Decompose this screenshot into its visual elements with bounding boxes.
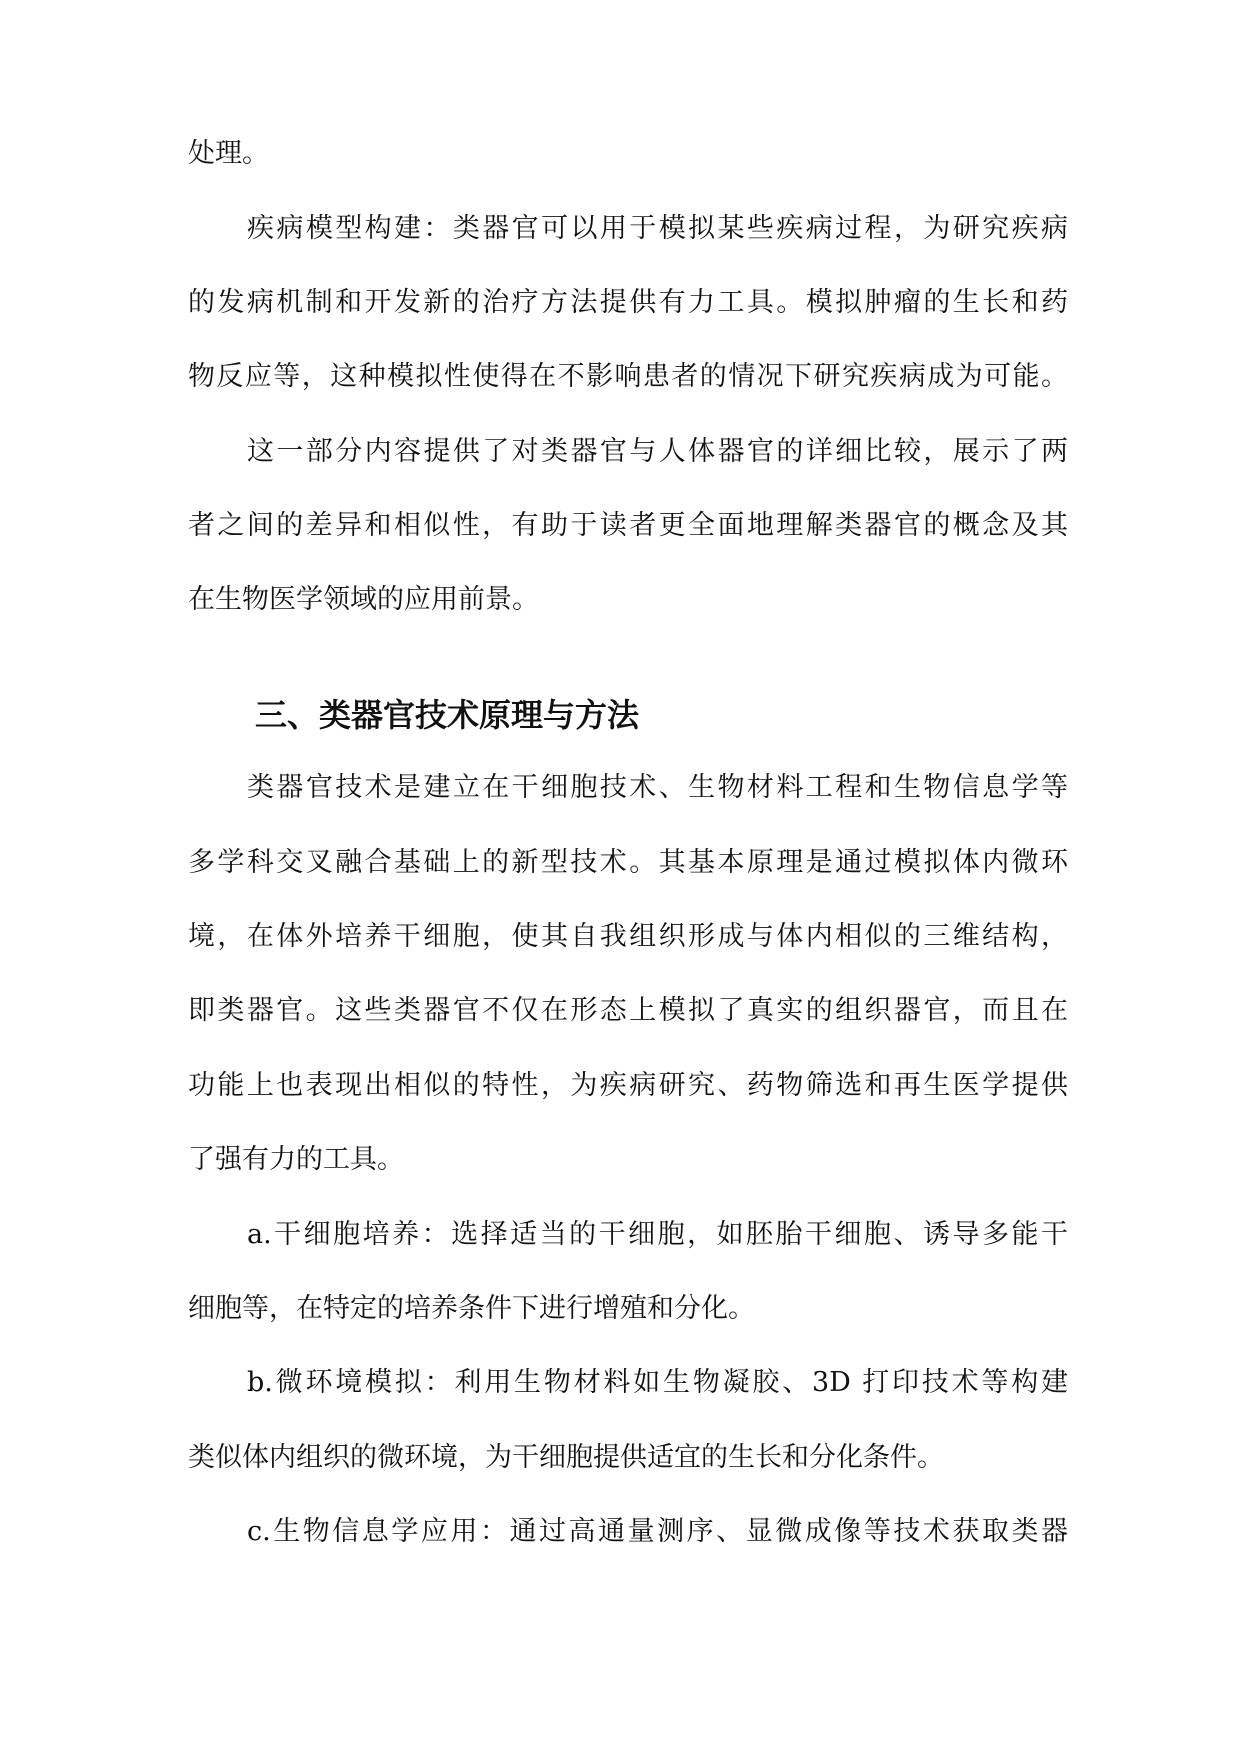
list-item-line: 类似体内组织的微环境，为干细胞提供适宜的生长和分化条件。 bbox=[188, 1442, 944, 1473]
paragraph-line: 了强有力的工具。 bbox=[188, 1144, 404, 1175]
paragraph-line: 境，在体外培养干细胞，使其自我组织形成与体内相似的三维结构， bbox=[188, 921, 1068, 952]
paragraph-line: 这一部分内容提供了对类器官与人体器官的详细比较，展示了两 bbox=[247, 436, 1068, 467]
paragraph-line: 的发病机制和开发新的治疗方法提供有力工具。模拟肿瘤的生长和药 bbox=[188, 287, 1068, 318]
paragraph-line: 处理。 bbox=[188, 138, 269, 169]
paragraph-line: 者之间的差异和相似性，有助于读者更全面地理解类器官的概念及其 bbox=[188, 510, 1068, 541]
paragraph-line: 功能上也表现出相似的特性，为疾病研究、药物筛选和再生医学提供 bbox=[188, 1070, 1068, 1101]
list-item-line: b.微环境模拟：利用生物材料如生物凝胶、3D 打印技术等构建 bbox=[247, 1367, 1068, 1398]
paragraph-line: 疾病模型构建：类器官可以用于模拟某些疾病过程，为研究疾病 bbox=[247, 213, 1068, 244]
list-item-line: 细胞等，在特定的培养条件下进行增殖和分化。 bbox=[188, 1293, 755, 1324]
section-heading: 三、类器官技术原理与方法 bbox=[255, 696, 640, 734]
paragraph-line: 在生物医学领域的应用前景。 bbox=[188, 584, 539, 615]
paragraph-line: 物反应等，这种模拟性使得在不影响患者的情况下研究疾病成为可能。 bbox=[188, 361, 1068, 392]
paragraph-line: 即类器官。这些类器官不仅在形态上模拟了真实的组织器官，而且在 bbox=[188, 995, 1068, 1026]
paragraph-line: 多学科交叉融合基础上的新型技术。其基本原理是通过模拟体内微环 bbox=[188, 847, 1068, 878]
list-item-line: c.生物信息学应用：通过高通量测序、显微成像等技术获取类器 bbox=[247, 1516, 1068, 1547]
paragraph-line: 类器官技术是建立在干细胞技术、生物材料工程和生物信息学等 bbox=[247, 772, 1068, 803]
list-item-line: a.干细胞培养：选择适当的干细胞，如胚胎干细胞、诱导多能干 bbox=[247, 1219, 1068, 1250]
